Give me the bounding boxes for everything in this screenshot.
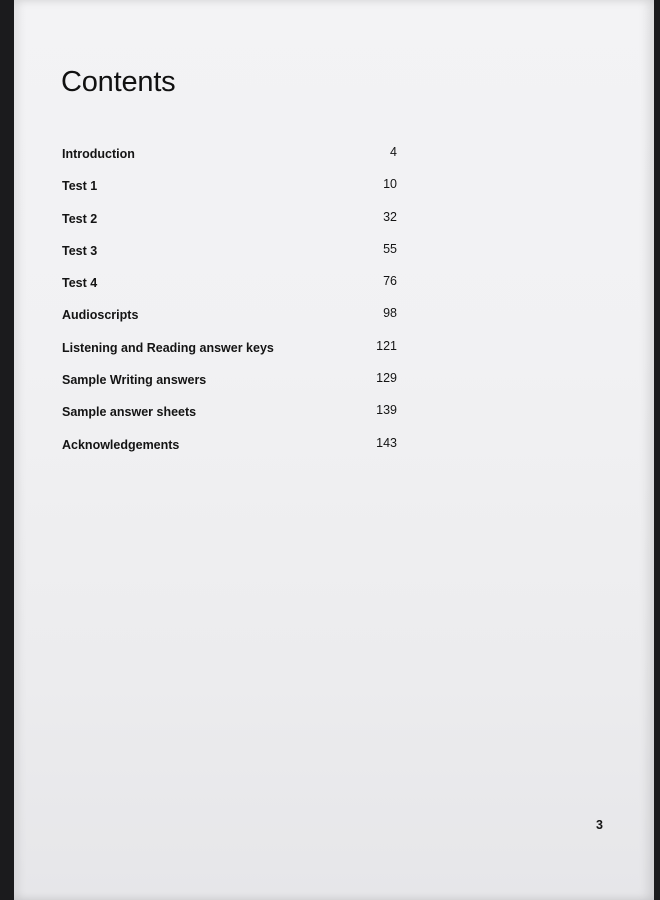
toc-entry-label: Sample Writing answers — [62, 373, 207, 388]
page-number: 3 — [596, 818, 603, 832]
toc-entry-label: Acknowledgements — [62, 437, 180, 452]
toc-entry-test-2 — [62, 208, 397, 240]
toc-entry-test-4 — [62, 272, 397, 304]
toc-entry-page: 143 — [376, 435, 397, 450]
toc-entry-page: 139 — [376, 403, 397, 418]
toc-entry-label: Test 2 — [62, 211, 98, 226]
document-page — [14, 0, 654, 900]
toc-entry-label: Audioscripts — [62, 308, 139, 323]
toc-entry-page: 4 — [390, 145, 397, 159]
toc-entry-page: 76 — [383, 274, 397, 289]
toc-entry-page: 10 — [383, 177, 397, 192]
toc-entry-page: 55 — [383, 241, 397, 256]
toc-entry-test-1 — [62, 175, 397, 207]
toc-entry-label: Test 3 — [62, 243, 98, 258]
toc-entry-sample-writing — [62, 369, 397, 401]
toc-entry-page: 129 — [376, 371, 397, 386]
toc-entry-label: Test 1 — [62, 179, 98, 194]
toc-entry-label: Test 4 — [62, 276, 98, 291]
table-of-contents — [62, 143, 397, 466]
toc-entry-answer-keys — [62, 337, 397, 369]
toc-entry-test-3 — [62, 240, 397, 272]
toc-entry-label: Introduction — [62, 147, 135, 161]
toc-entry-acknowledgements — [62, 434, 397, 466]
toc-entry-label: Sample answer sheets — [62, 405, 197, 420]
toc-entry-audioscripts — [62, 304, 397, 336]
toc-entry-page: 121 — [376, 338, 397, 353]
toc-entry-page: 98 — [383, 306, 397, 321]
toc-entry-answer-sheets — [62, 401, 397, 433]
toc-entry-page: 32 — [383, 209, 397, 224]
toc-entry-introduction — [62, 143, 397, 175]
page-title: Contents — [61, 66, 176, 98]
toc-entry-label: Listening and Reading answer keys — [62, 340, 274, 355]
